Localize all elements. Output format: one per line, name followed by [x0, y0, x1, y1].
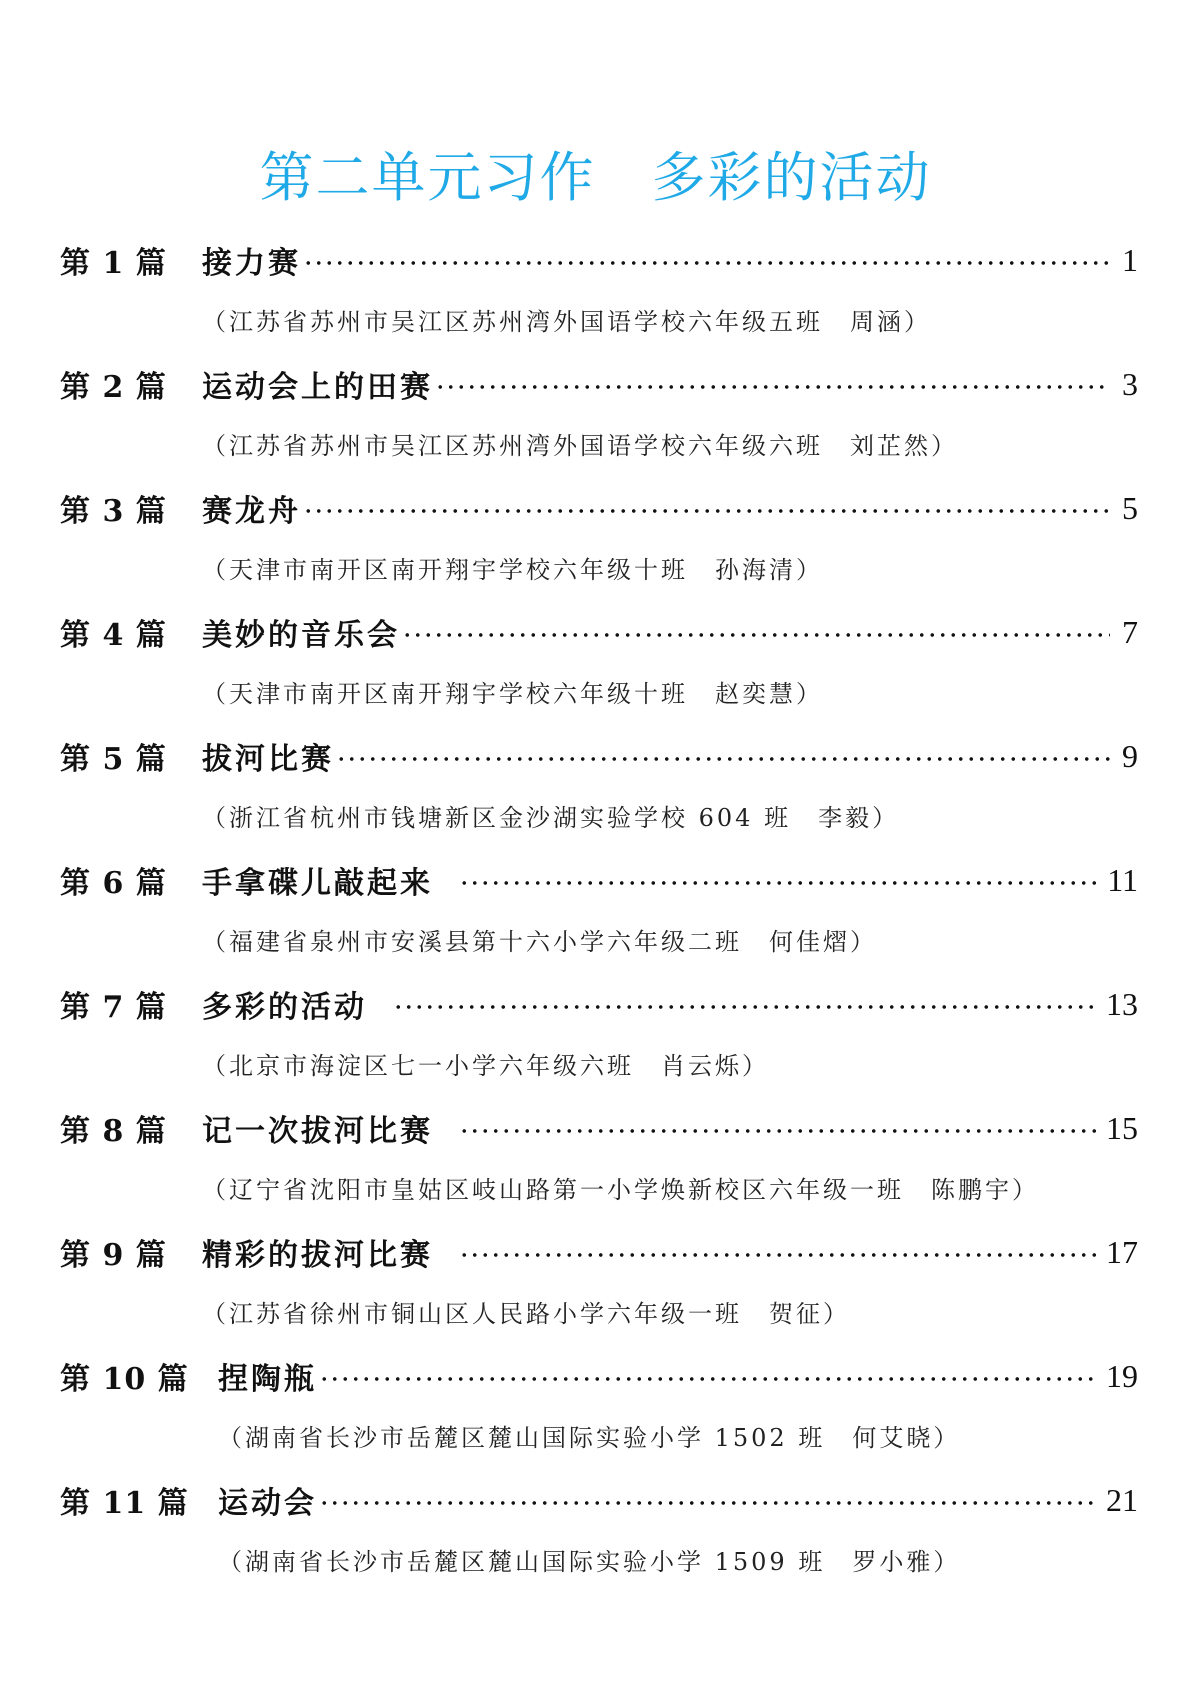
entry-author-source: （湖南省长沙市岳麓区麓山国际实验小学 1509 班 罗小雅）	[218, 1548, 961, 1576]
toc-entry-heading[interactable]	[60, 1232, 1138, 1272]
entry-title[interactable]: 接力赛	[202, 246, 301, 281]
entry-author-source: （江苏省苏州市吴江区苏州湾外国语学校六年级五班 周涵）	[202, 308, 931, 336]
entry-number: 第 4 篇	[60, 618, 167, 653]
toc-entry-heading[interactable]	[60, 1108, 1138, 1148]
toc-entry-heading[interactable]	[60, 1356, 1138, 1396]
page-number: 21	[1106, 1481, 1138, 1518]
toc-entry[interactable]	[60, 1108, 1138, 1232]
page-number: 3	[1122, 365, 1138, 402]
entry-title[interactable]: 多彩的活动	[202, 990, 367, 1025]
toc-entry[interactable]	[60, 240, 1138, 364]
entry-number: 第 11 篇	[60, 1486, 189, 1521]
entry-number: 第 9 篇	[60, 1238, 167, 1273]
toc-entry[interactable]	[60, 984, 1138, 1108]
dot-leader	[459, 880, 1099, 886]
entry-number: 第 6 篇	[60, 866, 167, 901]
page-number: 13	[1106, 985, 1138, 1022]
toc-entry[interactable]	[60, 860, 1138, 984]
page-number: 1	[1122, 241, 1138, 278]
entry-author-source: （江苏省徐州市铜山区人民路小学六年级一班 贺征）	[202, 1300, 850, 1328]
dot-leader	[319, 1500, 1098, 1506]
dot-leader	[303, 508, 1110, 514]
page-number: 19	[1106, 1357, 1138, 1394]
toc-entry-heading[interactable]	[60, 860, 1138, 900]
entry-number: 第 8 篇	[60, 1114, 167, 1149]
entry-title[interactable]: 拔河比赛	[202, 742, 334, 777]
entry-number: 第 1 篇	[60, 246, 167, 281]
dot-leader	[319, 1376, 1098, 1382]
entry-title[interactable]: 运动会上的田赛	[202, 370, 433, 405]
toc-entry-heading[interactable]	[60, 612, 1138, 652]
page-number: 15	[1106, 1109, 1138, 1146]
page-number: 9	[1122, 737, 1138, 774]
toc-entry-heading[interactable]	[60, 364, 1138, 404]
dot-leader	[459, 1128, 1098, 1134]
entry-title[interactable]: 记一次拔河比赛	[202, 1114, 433, 1149]
toc-entry[interactable]	[60, 736, 1138, 860]
toc-entry-heading[interactable]	[60, 240, 1138, 280]
dot-leader	[336, 756, 1110, 762]
entry-title[interactable]: 赛龙舟	[202, 494, 301, 529]
toc-entry-heading[interactable]	[60, 736, 1138, 776]
entry-number: 第 3 篇	[60, 494, 167, 529]
dot-leader	[435, 384, 1110, 390]
toc-entry[interactable]	[60, 1356, 1138, 1480]
toc-entry[interactable]	[60, 488, 1138, 612]
page-number: 7	[1122, 613, 1138, 650]
dot-leader	[393, 1004, 1098, 1010]
page-number: 11	[1107, 861, 1138, 898]
entry-number: 第 7 篇	[60, 990, 167, 1025]
entry-author-source: （福建省泉州市安溪县第十六小学六年级二班 何佳熠）	[202, 928, 877, 956]
toc-entry[interactable]	[60, 1480, 1138, 1604]
entry-author-source: （浙江省杭州市钱塘新区金沙湖实验学校 604 班 李毅）	[202, 804, 900, 832]
entry-author-source: （江苏省苏州市吴江区苏州湾外国语学校六年级六班 刘芷然）	[202, 432, 958, 460]
dot-leader	[402, 632, 1110, 638]
entry-author-source: （北京市海淀区七一小学六年级六班 肖云烁）	[202, 1052, 769, 1080]
entry-title[interactable]: 手拿碟儿敲起来	[202, 866, 433, 901]
toc-entry-heading[interactable]	[60, 984, 1138, 1024]
entry-author-source: （辽宁省沈阳市皇姑区岐山路第一小学焕新校区六年级一班 陈鹏宇）	[202, 1176, 1039, 1204]
dot-leader	[303, 260, 1110, 266]
toc-entry-heading[interactable]	[60, 488, 1138, 528]
entry-title[interactable]: 美妙的音乐会	[202, 618, 400, 653]
page-title: 第二单元习作 多彩的活动	[259, 146, 932, 209]
toc-entry[interactable]	[60, 1232, 1138, 1356]
toc-entry-heading[interactable]	[60, 1480, 1138, 1520]
toc-entry[interactable]	[60, 364, 1138, 488]
entry-author-source: （天津市南开区南开翔宇学校六年级十班 孙海清）	[202, 556, 823, 584]
entry-number: 第 2 篇	[60, 370, 167, 405]
entry-number: 第 5 篇	[60, 742, 167, 777]
dot-leader	[459, 1252, 1098, 1258]
entry-title[interactable]: 捏陶瓶	[218, 1362, 317, 1397]
entry-title[interactable]: 精彩的拔河比赛	[202, 1238, 433, 1273]
entry-author-source: （湖南省长沙市岳麓区麓山国际实验小学 1502 班 何艾晓）	[218, 1424, 961, 1452]
page-number: 17	[1106, 1233, 1138, 1270]
entry-author-source: （天津市南开区南开翔宇学校六年级十班 赵奕慧）	[202, 680, 823, 708]
toc-entry[interactable]	[60, 612, 1138, 736]
entry-number: 第 10 篇	[60, 1362, 189, 1397]
entry-title[interactable]: 运动会	[218, 1486, 317, 1521]
page-number: 5	[1122, 489, 1138, 526]
